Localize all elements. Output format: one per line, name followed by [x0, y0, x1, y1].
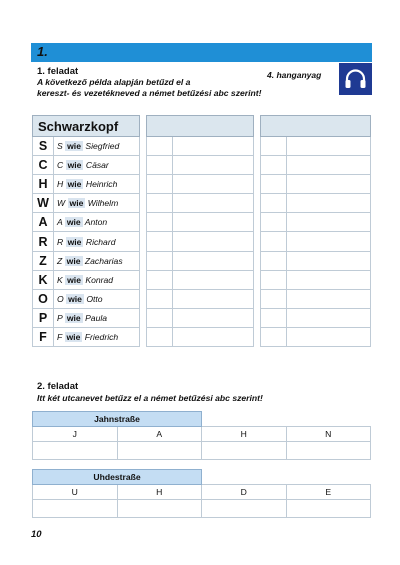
- practice-header-1[interactable]: [147, 116, 254, 137]
- spelling-row: [33, 308, 140, 327]
- spelling-row: [33, 137, 140, 156]
- spelling-name: Richard: [85, 236, 116, 247]
- spelling-name: Otto: [86, 293, 103, 304]
- spelling-letter-small: O: [57, 293, 64, 304]
- street-table-uhdestrasse: [32, 469, 371, 518]
- practice-letter-cell[interactable]: [147, 175, 173, 194]
- practice-word-cell[interactable]: [287, 327, 371, 346]
- practice-row: [261, 232, 371, 251]
- audio-button[interactable]: [339, 63, 372, 95]
- spelling-letter: K: [33, 270, 54, 289]
- spelling-word: [54, 156, 140, 175]
- practice-row: [261, 289, 371, 308]
- practice-row: [147, 213, 254, 232]
- practice-word-cell[interactable]: [287, 213, 371, 232]
- practice-word-cell[interactable]: [173, 251, 254, 270]
- street-letter: J: [33, 427, 118, 442]
- practice-word-cell[interactable]: [173, 213, 254, 232]
- practice-row: [261, 308, 371, 327]
- practice-letter-cell[interactable]: [147, 194, 173, 213]
- spelling-letter: Z: [33, 251, 54, 270]
- practice-letter-cell[interactable]: [147, 251, 173, 270]
- task2-title: 2. feladat: [37, 381, 79, 392]
- practice-letter-cell[interactable]: [261, 327, 287, 346]
- spelling-wie: wie: [67, 179, 82, 190]
- practice-letter-cell[interactable]: [261, 137, 287, 156]
- spelling-wie: wie: [66, 312, 81, 323]
- practice-letter-cell[interactable]: [261, 308, 287, 327]
- task1-title: 1. feladat: [37, 66, 79, 77]
- practice-letter-cell[interactable]: [261, 289, 287, 308]
- spelling-row: [33, 327, 140, 346]
- practice-row: [147, 156, 254, 175]
- street-letters-row: [33, 427, 371, 442]
- practice-row: [261, 213, 371, 232]
- practice-row: [261, 270, 371, 289]
- practice-letter-cell[interactable]: [261, 251, 287, 270]
- street-answer-cell[interactable]: [286, 442, 371, 460]
- spelling-row: [33, 232, 140, 251]
- practice-row: [147, 137, 254, 156]
- practice-letter-cell[interactable]: [261, 270, 287, 289]
- practice-word-cell[interactable]: [287, 289, 371, 308]
- spelling-wie: wie: [66, 217, 81, 228]
- street-letter: D: [202, 485, 287, 500]
- practice-word-cell[interactable]: [173, 308, 254, 327]
- street-answer-cell[interactable]: [33, 500, 118, 518]
- street-letter: H: [202, 427, 287, 442]
- street-letter: A: [117, 427, 202, 442]
- street-name: Uhdestraße: [33, 470, 202, 485]
- practice-row: [147, 232, 254, 251]
- spelling-row: [33, 175, 140, 194]
- practice-letter-cell[interactable]: [147, 137, 173, 156]
- street-answer-cell[interactable]: [117, 500, 202, 518]
- street-answer-cell[interactable]: [202, 442, 287, 460]
- spelling-letter: A: [33, 213, 54, 232]
- practice-row: [147, 175, 254, 194]
- spelling-name: Konrad: [85, 274, 114, 285]
- spelling-wie: wie: [69, 198, 84, 209]
- spelling-word: [54, 194, 140, 213]
- practice-word-cell[interactable]: [287, 270, 371, 289]
- street-name-spacer: [202, 470, 371, 485]
- practice-row: [147, 251, 254, 270]
- street-letter: N: [286, 427, 371, 442]
- task2-text: Itt két utcanevet betűzz el a német betűzési abc szerint!: [37, 393, 263, 403]
- practice-table-1: [146, 115, 254, 347]
- practice-letter-cell[interactable]: [261, 175, 287, 194]
- street-table-jahnstrasse: [32, 411, 371, 460]
- audio-label: 4. hanganyag: [267, 70, 322, 80]
- spelling-name: Heinrich: [85, 179, 118, 190]
- page-number: 10: [31, 529, 42, 540]
- practice-row: [147, 289, 254, 308]
- street-name-spacer: [202, 412, 371, 427]
- spelling-header: Schwarzkopf: [33, 116, 140, 137]
- spelling-letter-small: C: [57, 160, 64, 171]
- street-answer-cell[interactable]: [202, 500, 287, 518]
- spelling-letter: S: [33, 137, 54, 156]
- spelling-wie: wie: [68, 293, 82, 304]
- practice-row: [261, 137, 371, 156]
- practice-letter-cell[interactable]: [261, 232, 287, 251]
- headphones-icon: [344, 68, 367, 90]
- spelling-name: Anton: [84, 217, 108, 228]
- spelling-name: Wilhelm: [87, 198, 119, 209]
- practice-row: [261, 251, 371, 270]
- practice-row: [261, 156, 371, 175]
- street-name: Jahnstraße: [33, 412, 202, 427]
- spelling-wie: wie: [66, 331, 81, 342]
- practice-word-cell[interactable]: [173, 289, 254, 308]
- spelling-word: [54, 213, 140, 232]
- spelling-row: [33, 289, 140, 308]
- practice-table-2: [260, 115, 371, 347]
- practice-row: [261, 194, 371, 213]
- spelling-wie: wie: [66, 255, 81, 266]
- practice-word-cell[interactable]: [287, 175, 371, 194]
- practice-word-cell[interactable]: [173, 175, 254, 194]
- spelling-example-table: [32, 115, 140, 347]
- spelling-letter-small: H: [57, 179, 64, 190]
- street-letter: E: [286, 485, 371, 500]
- spelling-letter-small: W: [57, 198, 66, 209]
- spelling-letter: W: [33, 194, 54, 213]
- spelling-row: [33, 194, 140, 213]
- street-answer-cell[interactable]: [286, 500, 371, 518]
- practice-row: [147, 327, 254, 346]
- spelling-word: [54, 327, 140, 346]
- practice-word-cell[interactable]: [287, 156, 371, 175]
- street-answer-row: [33, 442, 371, 460]
- spelling-word: [54, 270, 140, 289]
- spelling-word: [54, 289, 140, 308]
- practice-letter-cell[interactable]: [261, 213, 287, 232]
- practice-letter-cell[interactable]: [261, 156, 287, 175]
- practice-word-cell[interactable]: [173, 137, 254, 156]
- spelling-letter-small: F: [57, 331, 63, 342]
- street-name-row: [33, 412, 371, 427]
- street-answer-cell[interactable]: [117, 442, 202, 460]
- practice-word-cell[interactable]: [287, 137, 371, 156]
- spelling-name: Friedrich: [84, 331, 119, 342]
- spelling-letter-small: A: [57, 217, 63, 228]
- street-letters-row: [33, 485, 371, 500]
- spelling-letter: R: [33, 232, 54, 251]
- spelling-letter: P: [33, 308, 54, 327]
- practice-word-cell[interactable]: [173, 156, 254, 175]
- spelling-letter: O: [33, 289, 54, 308]
- practice-letter-cell[interactable]: [147, 156, 173, 175]
- spelling-name: Siegfried: [85, 141, 120, 152]
- street-answer-row: [33, 500, 371, 518]
- practice-word-cell[interactable]: [173, 232, 254, 251]
- spelling-word: [54, 175, 140, 194]
- practice-row: [147, 270, 254, 289]
- practice-word-cell[interactable]: [173, 194, 254, 213]
- practice-letter-cell[interactable]: [261, 194, 287, 213]
- spelling-word: [54, 251, 140, 270]
- spelling-letter-small: S: [57, 141, 63, 152]
- spelling-row: [33, 270, 140, 289]
- spelling-letter: C: [33, 156, 54, 175]
- practice-word-cell[interactable]: [287, 251, 371, 270]
- practice-row: [261, 327, 371, 346]
- chapter-bar: [31, 43, 372, 62]
- spelling-letter-small: P: [57, 312, 63, 323]
- spelling-row: [33, 213, 140, 232]
- spelling-letter-small: R: [57, 236, 64, 247]
- practice-letter-cell[interactable]: [147, 270, 173, 289]
- practice-letter-cell[interactable]: [147, 289, 173, 308]
- street-letter: H: [117, 485, 202, 500]
- spelling-word: [54, 137, 140, 156]
- practice-word-cell[interactable]: [287, 194, 371, 213]
- street-letter: U: [33, 485, 118, 500]
- spelling-letter: H: [33, 175, 54, 194]
- practice-letter-cell[interactable]: [147, 213, 173, 232]
- spelling-name: Cäsar: [85, 160, 109, 171]
- practice-header-2[interactable]: [261, 116, 371, 137]
- task1-text-line2: kereszt- és vezetékneved a német betűzési abc szerint!: [37, 88, 262, 98]
- chapter-number: 1.: [37, 44, 48, 59]
- spelling-word: [54, 232, 140, 251]
- practice-letter-cell[interactable]: [147, 308, 173, 327]
- spelling-wie: wie: [67, 160, 82, 171]
- practice-letter-cell[interactable]: [147, 232, 173, 251]
- practice-row: [147, 308, 254, 327]
- practice-row: [261, 175, 371, 194]
- spelling-wie: wie: [67, 141, 81, 152]
- spelling-row: [33, 156, 140, 175]
- practice-word-cell[interactable]: [173, 270, 254, 289]
- spelling-wie: wie: [67, 274, 81, 285]
- spelling-wie: wie: [67, 236, 82, 247]
- spelling-name: Paula: [85, 312, 108, 323]
- practice-row: [147, 194, 254, 213]
- practice-letter-cell[interactable]: [147, 327, 173, 346]
- street-answer-cell[interactable]: [33, 442, 118, 460]
- spelling-letter-small: Z: [57, 255, 63, 266]
- spelling-word: [54, 308, 140, 327]
- spelling-letter: F: [33, 327, 54, 346]
- spelling-letter-small: K: [57, 274, 63, 285]
- practice-word-cell[interactable]: [173, 327, 254, 346]
- spelling-row: [33, 251, 140, 270]
- spelling-name: Zacharias: [84, 255, 123, 266]
- task1-text-line1: A következő példa alapján betűzd el a: [37, 77, 191, 87]
- practice-word-cell[interactable]: [287, 232, 371, 251]
- practice-word-cell[interactable]: [287, 308, 371, 327]
- street-name-row: [33, 470, 371, 485]
